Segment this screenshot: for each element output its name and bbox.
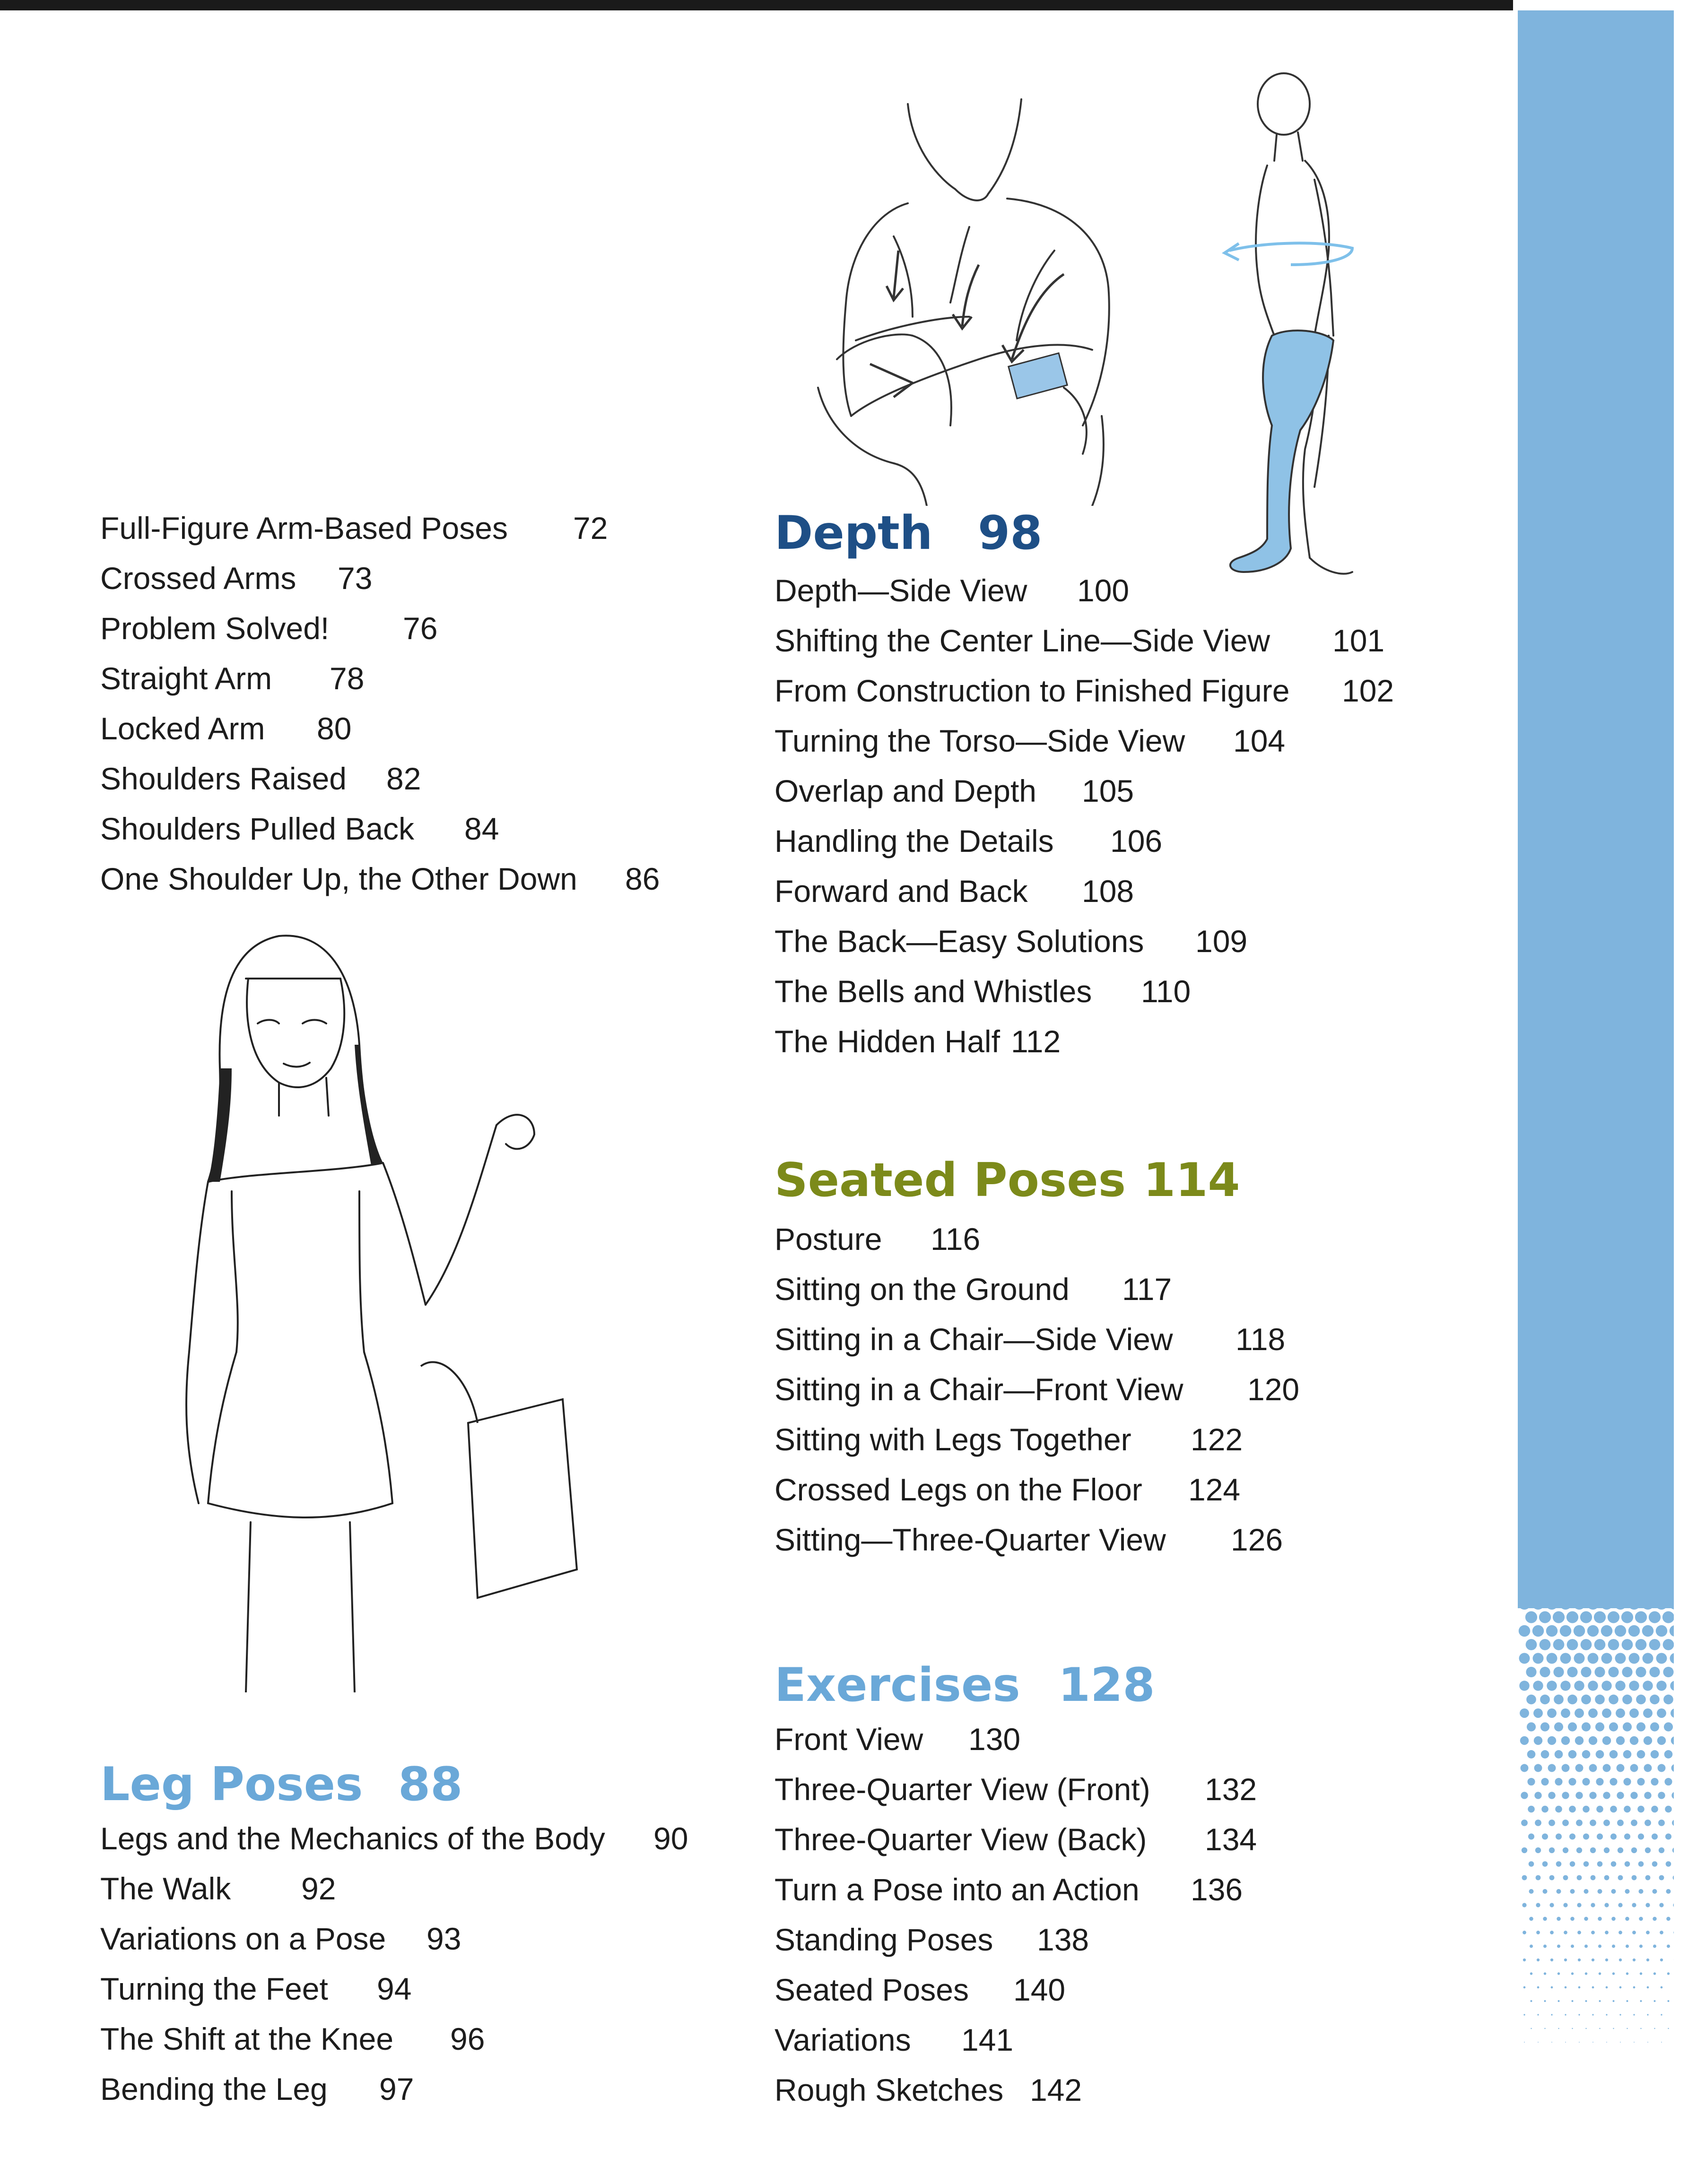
toc-entry-page: 141 [961, 2022, 1014, 2057]
toc-entry [774, 716, 1484, 766]
toc-entry-title: Front View [774, 1722, 923, 1757]
toc-entry-page: 86 [625, 861, 660, 896]
toc-entry-title: Sitting with Legs Together [774, 1422, 1131, 1457]
toc-entry [100, 1863, 715, 1914]
toc-entry-page: 72 [573, 511, 608, 546]
toc-entry-page: 122 [1191, 1422, 1243, 1457]
toc-entry-page: 90 [653, 1821, 688, 1856]
section-heading-exercises [774, 1659, 1247, 1711]
toc-entry [100, 603, 715, 653]
toc-entry-title: Sitting in a Chair—Front View [774, 1372, 1183, 1407]
toc-entry-page: 102 [1342, 673, 1394, 708]
toc-entry-title: Variations on a Pose [100, 1921, 386, 1956]
toc-entry-title: Three-Quarter View (Front) [774, 1772, 1150, 1807]
toc-entry-page: 96 [450, 2021, 485, 2056]
toc-entry-page: 97 [379, 2071, 414, 2106]
toc-entry-page: 104 [1233, 723, 1286, 758]
toc-entry [774, 1364, 1484, 1414]
toc-entry-title: Turning the Torso—Side View [774, 723, 1185, 758]
toc-entry [100, 503, 715, 553]
toc-entry-page: 140 [1013, 1972, 1066, 2007]
toc-entry-page: 109 [1195, 924, 1248, 959]
toc-entry-title: Sitting in a Chair—Side View [774, 1322, 1173, 1357]
toc-entry [774, 1016, 1484, 1066]
toc-entry-title: Crossed Legs on the Floor [774, 1472, 1142, 1507]
toc-entry [774, 866, 1484, 916]
toc-entry [774, 1965, 1484, 2015]
toc-entry-title: Bending the Leg [100, 2071, 328, 2106]
toc-entry [774, 1515, 1484, 1565]
toc-entry-title: Posture [774, 1222, 882, 1257]
toc-entry-page: 112 [1011, 1024, 1061, 1059]
toc-entry-title: Problem Solved! [100, 611, 330, 646]
toc-exercises-list [774, 1714, 1484, 2115]
toc-entry [774, 2015, 1484, 2065]
toc-entry-page: 92 [301, 1871, 336, 1906]
toc-entry [774, 666, 1484, 716]
sidebar-color-band [1518, 10, 1683, 1608]
toc-entry [774, 1264, 1484, 1314]
toc-entry-page: 108 [1082, 874, 1134, 909]
toc-entry [100, 1813, 715, 1863]
woman-with-bag-sketch [137, 927, 610, 1692]
toc-arm-poses-list [100, 503, 715, 904]
toc-entry-title: Three-Quarter View (Back) [774, 1822, 1147, 1857]
toc-entry-title: The Walk [100, 1871, 231, 1906]
section-title: Leg Poses [100, 1758, 363, 1811]
toc-leg-poses-list [100, 1813, 715, 2114]
side-standing-figure-sketch [1173, 71, 1371, 596]
toc-entry-title: Crossed Arms [100, 561, 296, 596]
toc-entry-page: 116 [931, 1222, 981, 1257]
toc-entry [774, 2065, 1484, 2115]
toc-entry-title: Standing Poses [774, 1922, 993, 1957]
toc-entry-title: From Construction to Finished Figure [774, 673, 1290, 708]
toc-entry [774, 1414, 1484, 1465]
toc-entry-page: 80 [317, 711, 352, 746]
section-title: Seated Poses [774, 1153, 1126, 1207]
section-title: Depth [774, 506, 933, 560]
toc-entry [774, 1915, 1484, 1965]
toc-entry-page: 105 [1082, 773, 1134, 808]
toc-entry-page: 78 [330, 661, 365, 696]
section-page-number: 114 [1143, 1153, 1240, 1207]
toc-entry-title: Shifting the Center Line—Side View [774, 623, 1270, 658]
toc-entry-title: Sitting on the Ground [774, 1272, 1070, 1307]
toc-entry [100, 1964, 715, 2014]
halftone-dots [1518, 1598, 1683, 2071]
toc-entry-page: 138 [1037, 1922, 1089, 1957]
toc-entry-page: 84 [464, 811, 499, 846]
top-edge-bar [0, 0, 1688, 10]
toc-entry-title: Locked Arm [100, 711, 265, 746]
toc-entry-page: 94 [377, 1971, 412, 2006]
toc-entry [774, 1714, 1484, 1764]
toc-entry-title: Shoulders Pulled Back [100, 811, 415, 846]
toc-entry-title: Rough Sketches [774, 2072, 1004, 2107]
toc-entry-page: 124 [1188, 1472, 1241, 1507]
toc-entry [774, 766, 1484, 816]
toc-entry [774, 816, 1484, 866]
section-title: Exercises [774, 1658, 1020, 1712]
toc-entry [100, 754, 715, 804]
toc-entry-page: 101 [1332, 623, 1385, 658]
toc-entry-title: Handling the Details [774, 823, 1054, 858]
toc-entry [774, 1814, 1484, 1864]
toc-entry [774, 615, 1484, 666]
toc-entry-page: 136 [1191, 1872, 1243, 1907]
section-page-number: 98 [978, 506, 1043, 560]
toc-entry [774, 1764, 1484, 1814]
toc-entry-page: 110 [1141, 974, 1191, 1009]
toc-entry-page: 106 [1110, 823, 1163, 858]
toc-entry-title: Depth—Side View [774, 573, 1027, 608]
toc-entry [774, 565, 1484, 615]
section-heading-depth [774, 507, 1200, 559]
toc-entry-page: 126 [1231, 1522, 1283, 1557]
toc-entry-title: Straight Arm [100, 661, 272, 696]
toc-entry [100, 703, 715, 754]
toc-entry [100, 1914, 715, 1964]
toc-entry [100, 2014, 715, 2064]
toc-entry-title: Shoulders Raised [100, 761, 347, 796]
page-edge [1674, 0, 1688, 2184]
toc-entry [774, 1465, 1484, 1515]
toc-entry-title: Full-Figure Arm-Based Poses [100, 511, 508, 546]
toc-entry [774, 1864, 1484, 1915]
toc-entry-title: Turn a Pose into an Action [774, 1872, 1140, 1907]
toc-entry-title: Overlap and Depth [774, 773, 1037, 808]
toc-entry-page: 132 [1205, 1772, 1257, 1807]
toc-entry-title: Legs and the Mechanics of the Body [100, 1821, 605, 1856]
toc-entry-title: Turning the Feet [100, 1971, 328, 2006]
toc-entry [100, 553, 715, 603]
toc-seated-poses-list [774, 1214, 1484, 1565]
toc-entry-title: The Shift at the Knee [100, 2021, 394, 2056]
toc-entry-page: 142 [1030, 2072, 1082, 2107]
toc-entry-page: 120 [1247, 1372, 1300, 1407]
toc-entry [100, 854, 715, 904]
crossed-arms-sketch [799, 95, 1125, 506]
toc-entry-page: 134 [1205, 1822, 1257, 1857]
toc-entry-page: 100 [1077, 573, 1130, 608]
toc-entry-page: 130 [968, 1722, 1021, 1757]
toc-entry-title: The Back—Easy Solutions [774, 924, 1144, 959]
section-heading-seated-poses [774, 1154, 1295, 1206]
toc-entry-page: 93 [426, 1921, 461, 1956]
toc-entry [100, 2064, 715, 2114]
toc-entry-title: Forward and Back [774, 874, 1028, 909]
toc-entry-page: 117 [1122, 1272, 1172, 1307]
toc-entry [774, 1214, 1484, 1264]
toc-entry-title: Variations [774, 2022, 911, 2057]
toc-entry [774, 966, 1484, 1016]
toc-entry-title: Seated Poses [774, 1972, 969, 2007]
toc-depth-list [774, 565, 1484, 1066]
toc-entry-title: The Hidden Half [774, 1024, 1000, 1059]
toc-entry-title: Sitting—Three-Quarter View [774, 1522, 1166, 1557]
toc-entry-page: 82 [386, 761, 421, 796]
section-page-number: 88 [398, 1758, 463, 1811]
toc-entry-page: 118 [1236, 1322, 1286, 1357]
toc-entry-title: The Bells and Whistles [774, 974, 1092, 1009]
toc-entry-page: 76 [403, 611, 438, 646]
section-page-number: 128 [1058, 1658, 1155, 1712]
section-heading-leg-poses [100, 1759, 526, 1811]
toc-entry [100, 653, 715, 703]
toc-entry [774, 916, 1484, 966]
toc-entry [100, 804, 715, 854]
toc-entry-title: One Shoulder Up, the Other Down [100, 861, 577, 896]
toc-entry [774, 1314, 1484, 1364]
toc-entry-page: 73 [338, 561, 373, 596]
